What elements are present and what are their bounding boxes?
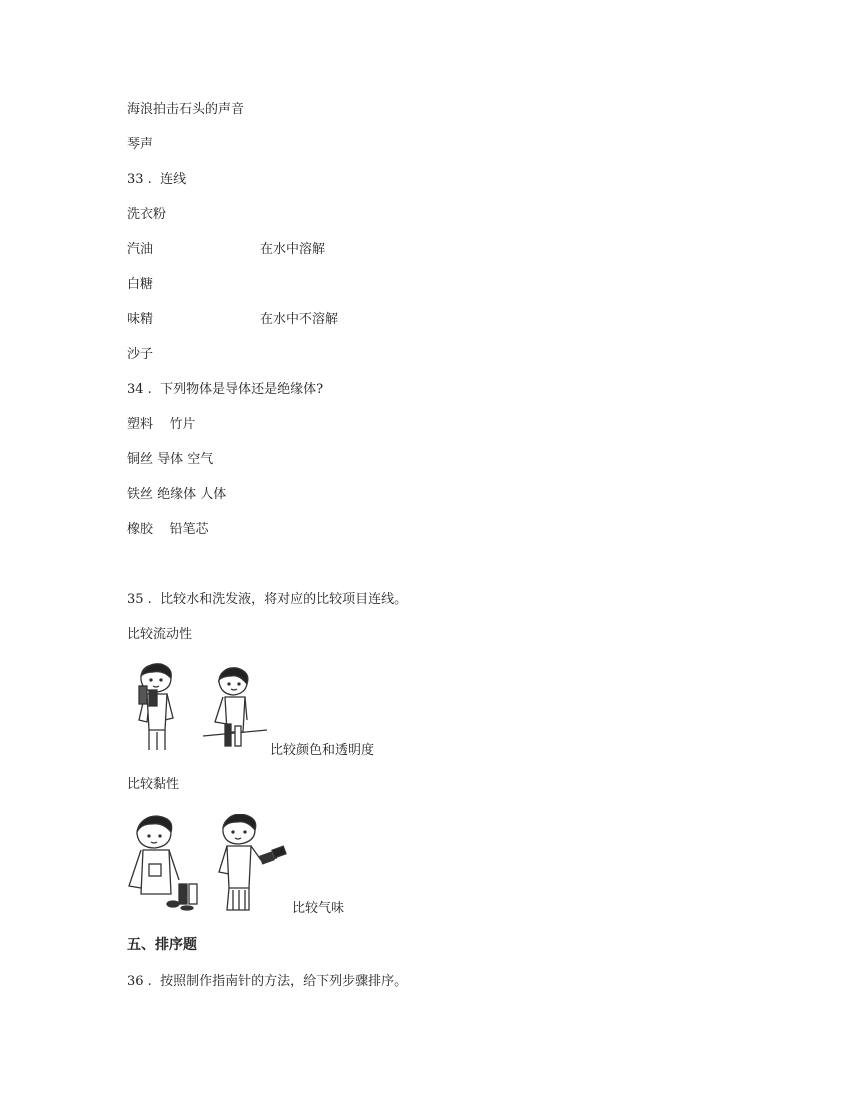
text-line: 铁丝 绝缘体 人体 [127,487,227,502]
text-line: 洗衣粉 [127,207,167,222]
question-36: 36 . 按照制作指南针的方法，给下列步骤排序。 [127,974,408,989]
caption-smell: 比较气味 [292,901,345,916]
section-heading: 五、排序题 [127,937,197,953]
children-bottles-illustration [127,660,267,752]
text-line: 汽油 [127,242,154,257]
text-line: 琴声 [127,137,154,152]
text-line: 沙子 [127,347,154,362]
boys-bottles-illustration [127,814,289,912]
question-33: 33 . 连线 [127,172,187,187]
text-line-right: 在水中溶解 [260,242,326,257]
text-line: 比较流动性 [127,627,193,642]
text-line: 白糖 [127,277,154,292]
text-line-right: 在水中不溶解 [260,312,339,327]
text-line: 橡胶 铅笔芯 [127,522,209,537]
text-line: 比较黏性 [127,777,180,792]
text-line: 铜丝 导体 空气 [127,452,214,467]
caption-color-transparency: 比较颜色和透明度 [270,743,375,758]
text-line: 味精 [127,312,154,327]
text-line: 海浪拍击石头的声音 [127,102,245,117]
question-34: 34 . 下列物体是导体还是绝缘体? [127,382,324,397]
text-line: 塑料 竹片 [127,417,196,432]
question-35: 35 . 比较水和洗发液，将对应的比较项目连线。 [127,592,408,607]
